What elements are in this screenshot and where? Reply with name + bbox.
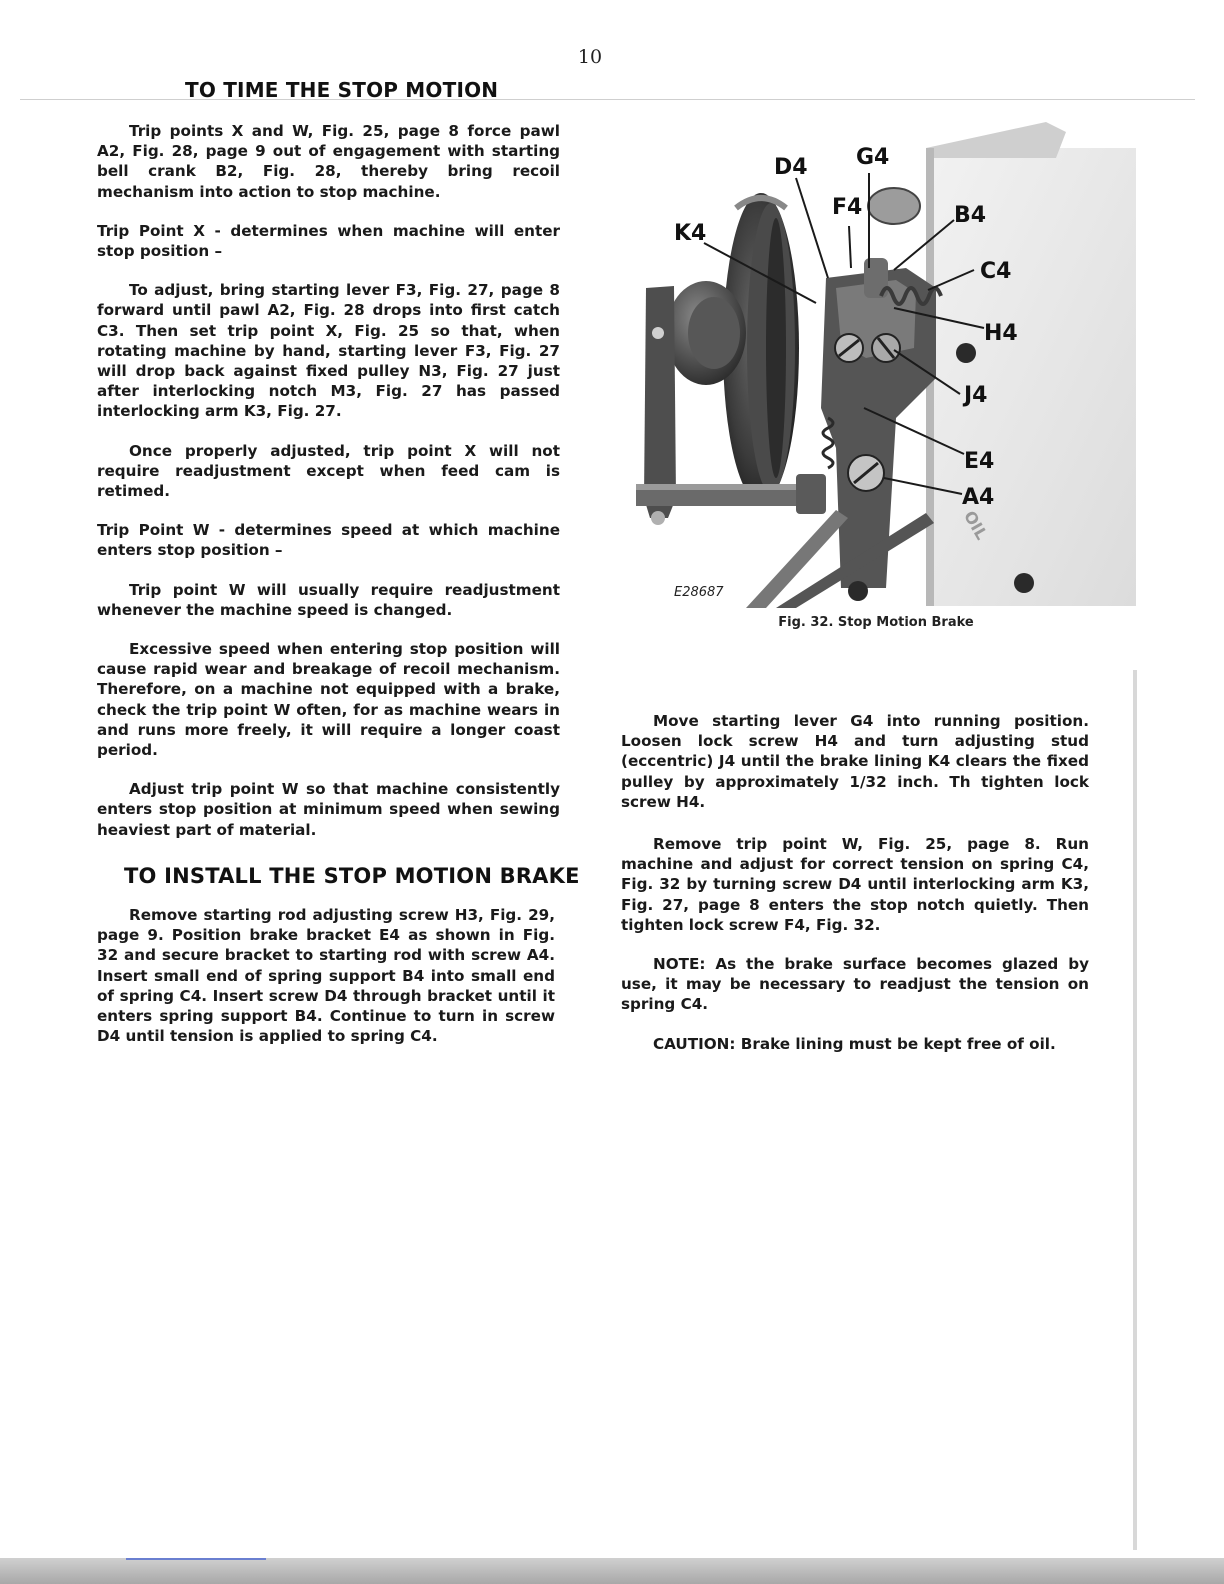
paragraph: Trip Point X - determines when machine will enter stop position – bbox=[97, 221, 560, 261]
right-column bbox=[621, 711, 1089, 1073]
page-number: 10 bbox=[577, 46, 603, 68]
callout-b4: B4 bbox=[954, 203, 987, 228]
paragraph: To adjust, bring starting lever F3, Fig. 27, page 8 forward until pawl A2, Fig. 28 drops into first catch C3. Then set trip point X, Fig. 25 so that, when rotating machine by hand, starting lever F3, Fig. 27 will drop back against fixed pulley N3, Fig. 27 just after interlocking notch M3, Fig. 27 has passed interlocking arm K3, Fig. 27. bbox=[97, 281, 560, 421]
callout-c4: C4 bbox=[980, 259, 1012, 284]
paragraph: Trip points X and W, Fig. 25, page 8 force pawl A2, Fig. 28, page 9 out of engagement with starting bell crank B2, Fig. 28, thereby bring recoil mechanism into action to stop machine. bbox=[97, 122, 560, 201]
paragraph: Adjust trip point W so that machine consistently enters stop position at minimum speed when sewing heaviest part of material. bbox=[97, 780, 560, 839]
figure-stop-motion-brake bbox=[636, 118, 1136, 608]
callout-k4: K4 bbox=[674, 221, 707, 246]
paragraph: Excessive speed when entering stop position will cause rapid wear and breakage of recoil mechanism. Therefore, on a machine not equipped with a brake, check the trip point W often, for as machine wears in and runs more freely, it will require a longer coast period. bbox=[97, 640, 560, 760]
image-code: E28687 bbox=[674, 585, 724, 600]
callout-h4: H4 bbox=[984, 321, 1018, 346]
callout-d4: D4 bbox=[774, 155, 808, 180]
paragraph: Remove trip point W, Fig. 25, page 8. Run machine and adjust for correct tension on spring C4, Fig. 32 by turning screw D4 until interlocking arm K3, Fig. 27, page 8 enters the stop notch quietly. Then tighten lock screw F4, Fig. 32. bbox=[621, 835, 1089, 934]
paragraph: Once properly adjusted, trip point X will not require readjustment except when feed cam is retimed. bbox=[97, 441, 560, 501]
paragraph: Trip point W will usually require readjustment whenever the machine speed is changed. bbox=[97, 580, 560, 619]
paragraph: Trip Point W - determines speed at which machine enters stop position – bbox=[97, 521, 560, 560]
install-brake-column bbox=[97, 905, 555, 1065]
machine-photo bbox=[636, 118, 1136, 608]
paragraph-note: NOTE: As the brake surface becomes glazed by use, it may be necessary to readjust the tension on spring C4. bbox=[621, 955, 1089, 1014]
section-title-install-brake: TO INSTALL THE STOP MOTION BRAKE bbox=[124, 864, 580, 888]
section-title-stop-motion: TO TIME THE STOP MOTION bbox=[185, 78, 499, 102]
oil-marking: OIL bbox=[960, 507, 992, 543]
figure-caption: Fig. 32. Stop Motion Brake bbox=[778, 615, 974, 630]
left-column bbox=[97, 121, 560, 859]
callout-j4: J4 bbox=[964, 383, 988, 408]
callout-g4: G4 bbox=[856, 145, 890, 170]
paragraph-caution: CAUTION: Brake lining must be kept free of oil. bbox=[653, 1034, 1056, 1053]
page-edge bbox=[1133, 670, 1137, 1550]
callout-e4: E4 bbox=[964, 449, 995, 474]
scan-bottom-band bbox=[0, 1558, 1224, 1584]
paragraph: Remove starting rod adjusting screw H3, Fig. 29, page 9. Position brake bracket E4 as shown in Fig. 32 and secure bracket to starting rod with screw A4. Insert small end of spring support B4 into small end of spring C4. Insert screw D4 through bracket until it enters spring support B4. Continue to turn in screw D4 until tension is applied to spring C4. bbox=[97, 906, 555, 1046]
paragraph: Move starting lever G4 into running position. Loosen lock screw H4 and turn adjusting stud (eccentric) J4 until the brake lining K4 clears the fixed pulley by approximately 1/32 inch. Th tighten lock screw H4. bbox=[621, 712, 1089, 811]
callout-f4: F4 bbox=[832, 195, 863, 220]
callout-a4: A4 bbox=[962, 485, 995, 510]
scan-bottom-line bbox=[126, 1558, 266, 1560]
